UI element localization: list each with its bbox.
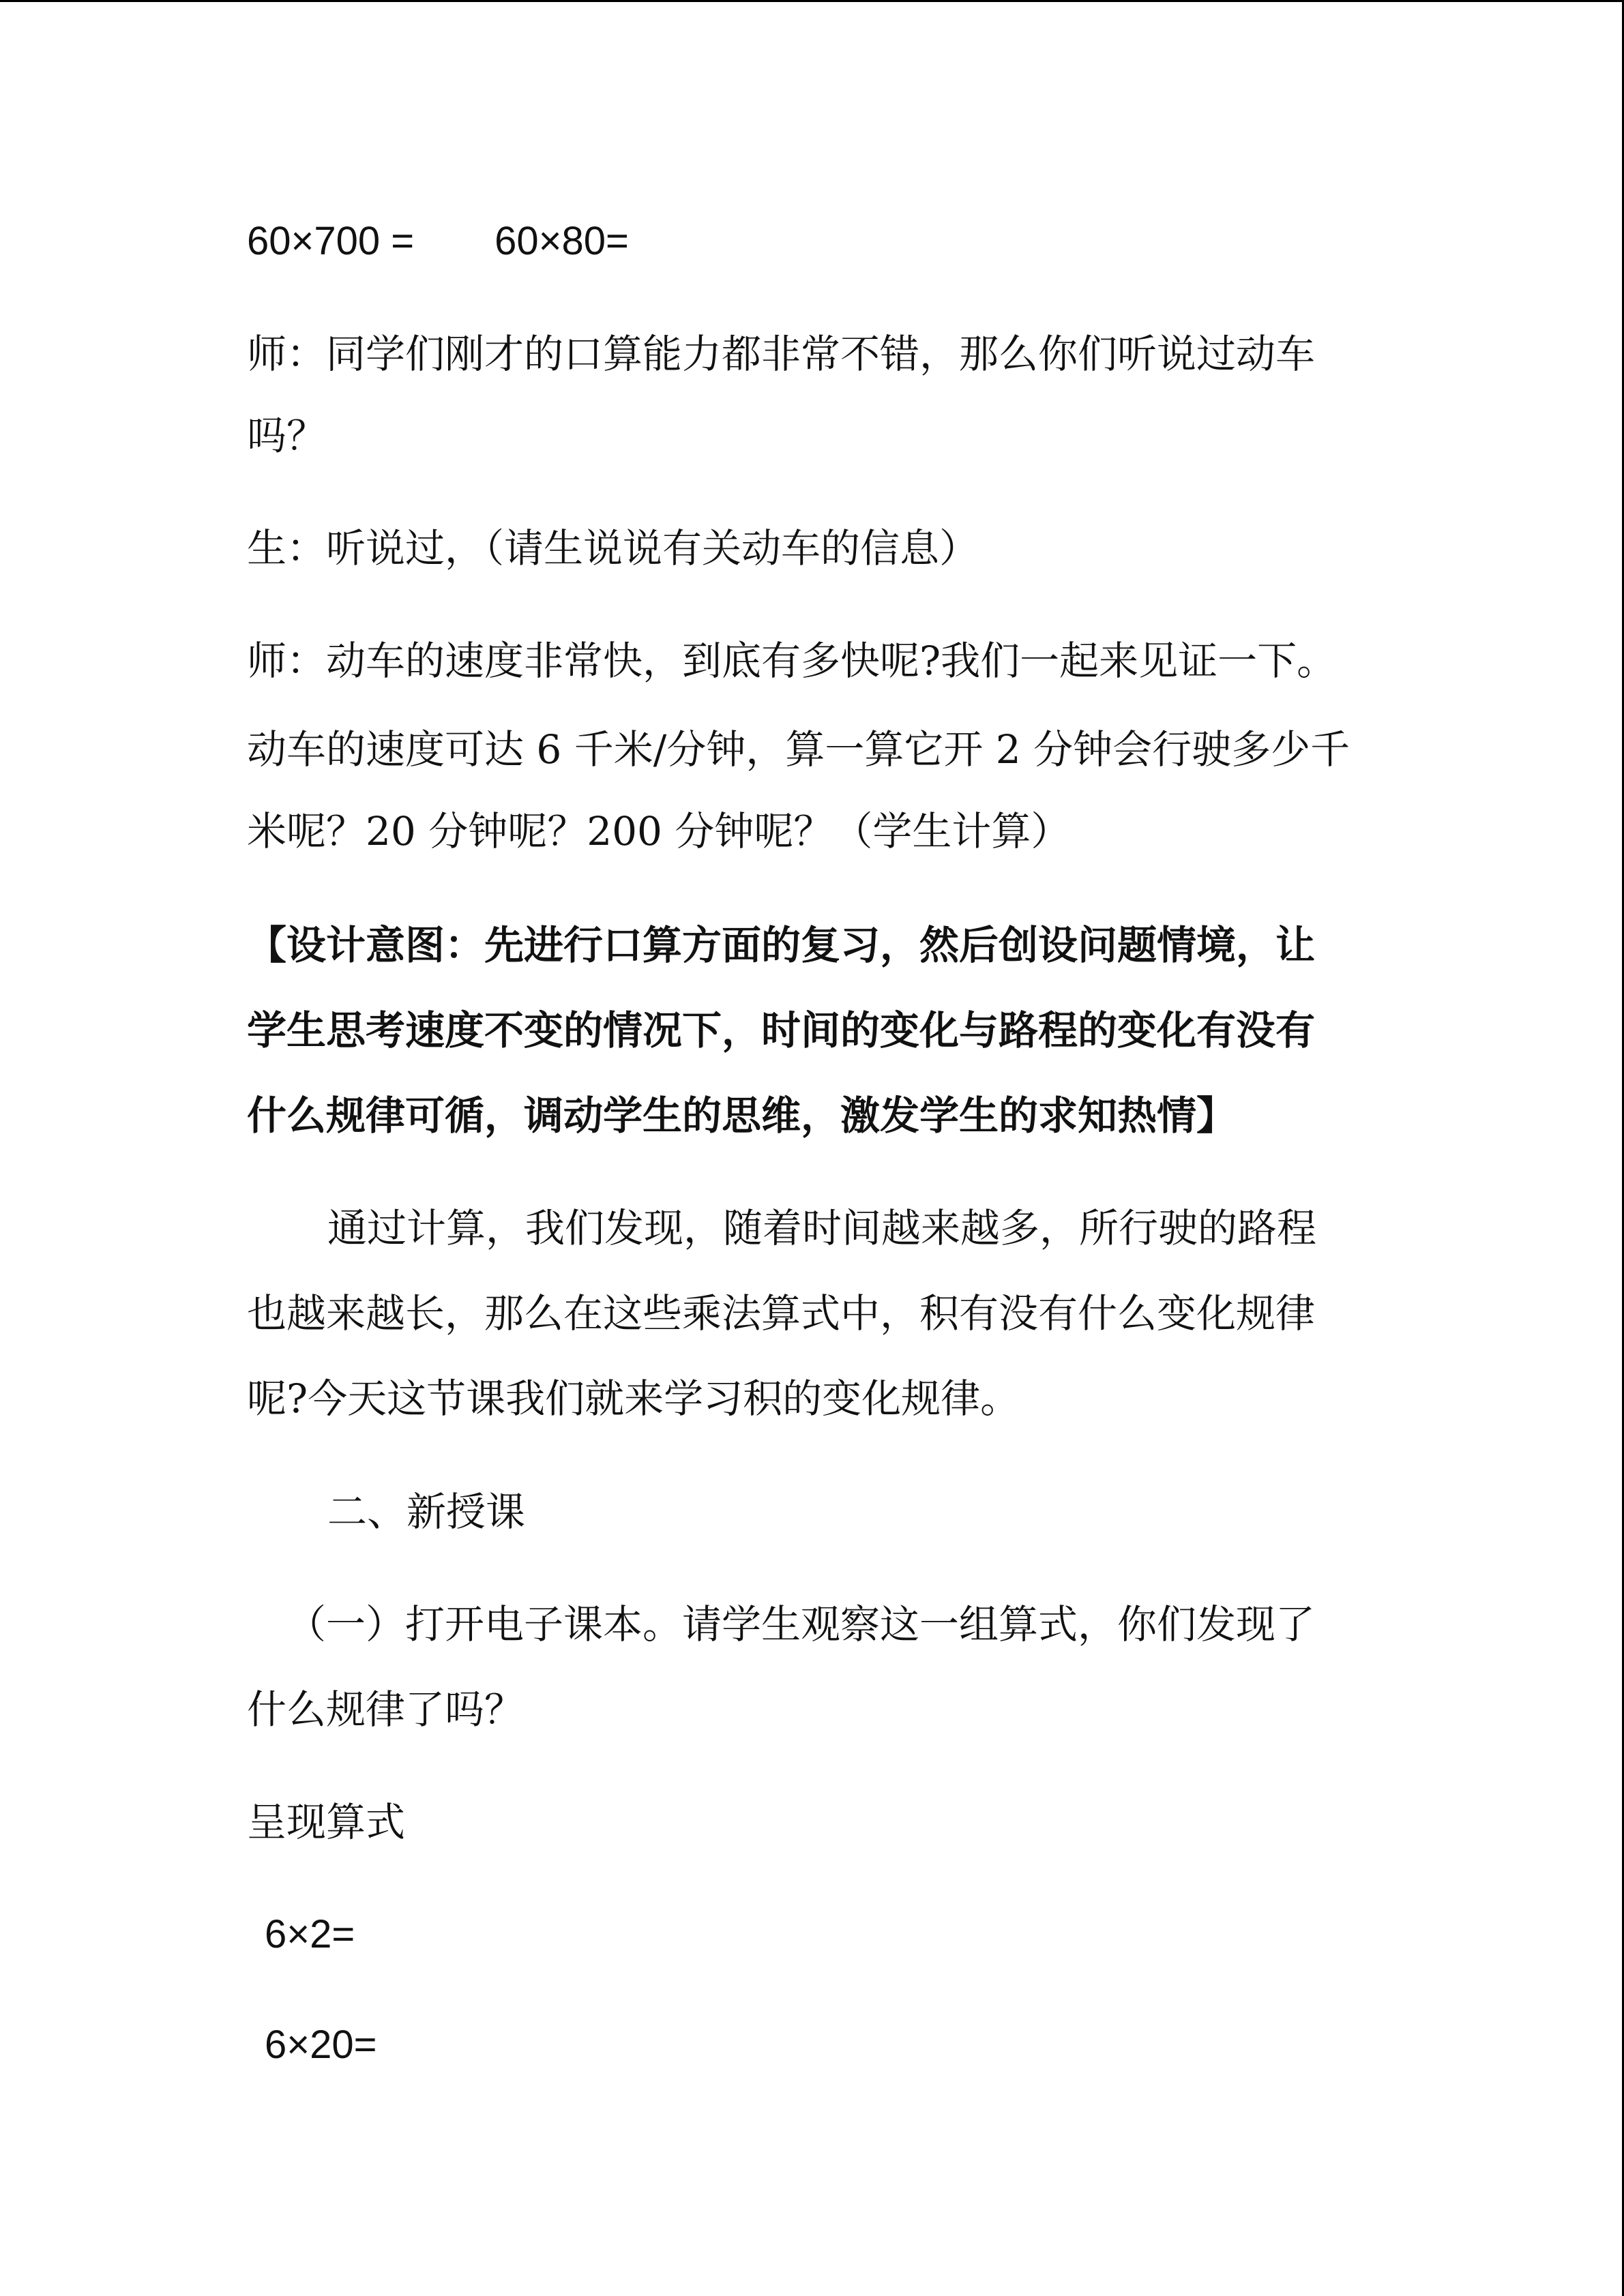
equation-60x700: 60×700 =	[247, 219, 415, 263]
teacher-line-1b: 吗？	[247, 413, 327, 459]
subsection-line-1b: 什么规律了吗？	[247, 1686, 525, 1733]
design-intent-line-1: 【设计意图：先进行口算方面的复习，然后创设问题情境，让	[247, 923, 1316, 968]
design-intent-line-3: 什么规律可循，调动学生的思维，激发学生的求知热情】	[247, 1094, 1237, 1138]
section-heading: 二、新授课	[327, 1489, 526, 1535]
equation-6x2: 6×2=	[265, 1912, 355, 1956]
design-intent-line-2: 学生思考速度不变的情况下，时间的变化与路程的变化有没有	[247, 1009, 1316, 1053]
teacher-line-2a: 师：动车的速度非常快，到底有多快呢?我们一起来见证一下。	[247, 638, 1337, 684]
equation-row	[247, 219, 629, 263]
paragraph-line-1a: 通过计算，我们发现，随着时间越来越多，所行驶的路程	[327, 1205, 1317, 1251]
paragraph-line-1b: 也越来越长，那么在这些乘法算式中，积有没有什么变化规律	[247, 1290, 1316, 1337]
show-equations-label: 呈现算式	[247, 1799, 406, 1845]
equation-6x20: 6×20=	[265, 2023, 377, 2067]
subsection-line-1a: （一）打开电子课本。请学生观察这一组算式，你们发现了	[286, 1601, 1316, 1648]
student-line-1: 生：听说过，（请生说说有关动车的信息）	[247, 525, 979, 571]
teacher-line-2c: 米呢？20 分钟呢？200 分钟呢？（学生计算）	[247, 808, 1071, 854]
paragraph-line-1c: 呢?今天这节课我们就来学习积的变化规律。	[247, 1375, 1020, 1422]
teacher-line-1a: 师：同学们刚才的口算能力都非常不错，那么你们听说过动车	[247, 331, 1316, 377]
equation-60x80: 60×80=	[494, 219, 629, 263]
teacher-line-2b: 动车的速度可达 6 千米/分钟，算一算它开 2 分钟会行驶多少千	[247, 726, 1350, 773]
page-top-border	[0, 0, 1624, 2]
